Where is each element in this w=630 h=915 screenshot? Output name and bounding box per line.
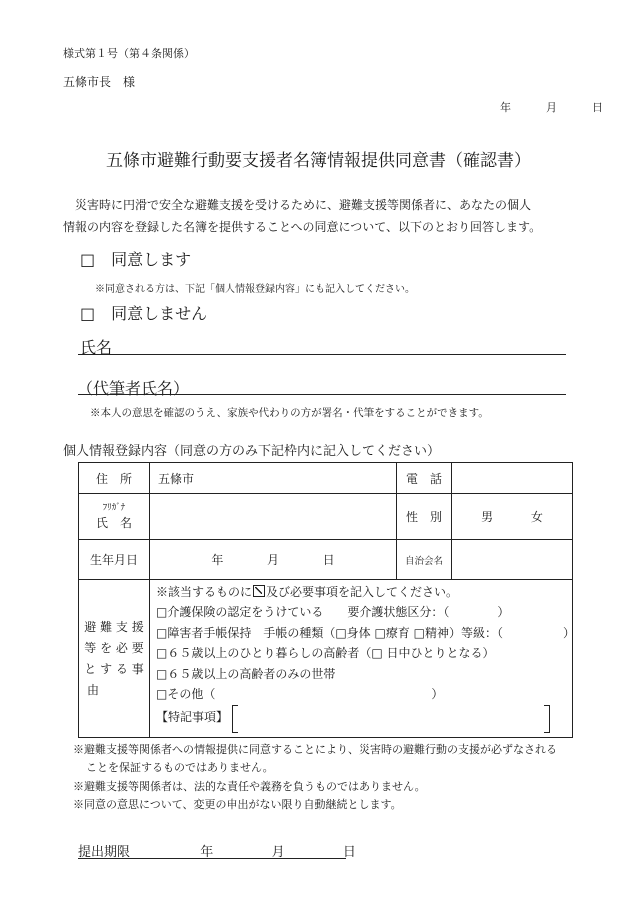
sex-male-option[interactable]: 男 [481,510,494,524]
agree-note: ※同意される方は、下記「個人情報登録内容」にも記入してください。 [95,284,415,295]
page-title: 五條市避難行動要支援者名簿情報提供同意書（確認書） [106,151,531,171]
phone-field[interactable] [452,463,573,494]
table-name-label: 氏 名 [95,515,132,530]
agree-option[interactable]: □ 同意します [80,250,192,269]
reason-label-line-4: 由 [87,682,100,697]
reason-label [79,580,150,738]
reason-options [150,580,573,738]
sex-label: 性 別 [397,494,452,540]
address-field[interactable]: 五條市 [150,463,397,494]
special-notes-label: 【特記事項】 [156,710,229,725]
footnote-1-line-1: ※避難支援等関係者への情報提供に同意することにより、災害時の避難行動の支援が必ずなされる [73,743,557,756]
reason-disability-handbook[interactable]: □障害者手帳保持 手帳の種類（□身体 □療育 □精神）等級：（ ） [156,625,575,640]
name-label: 氏名 [80,338,113,357]
signature-note: ※本人の意思を確認のうえ、家族や代わりの方が署名・代筆をすることができます。 [90,407,489,419]
association-label: 自治会名 [397,540,452,580]
reason-label-line-1: 避 難 支 援 [84,619,144,634]
reason-other[interactable]: □その他（ ） [156,686,444,701]
name-signature-line[interactable] [78,354,566,355]
registration-heading: 個人情報登録内容（同意の方のみ下記枠内に記入してください） [63,444,441,459]
footnote-3: ※同意の意思について、変更の申出がない限り自動継続とします。 [73,798,402,811]
name-label-cell [79,494,150,540]
address-label: 住 所 [79,463,150,494]
deadline-month: 月 [271,845,285,860]
sex-field [452,494,573,540]
checked-box-icon [253,585,265,597]
furigana-label: ﾌﾘｶﾞﾅ [102,502,126,513]
date-month: 月 [546,101,557,114]
addressee: 五條市長 様 [63,75,136,89]
reason-instruction: ※該当するものに 及び必要事項を記入してください。 [156,585,459,599]
birth-day-label: 日 [322,553,335,567]
date-year: 年 [500,101,511,114]
footnote-1-line-2: ことを保証するものではありません。 [86,761,274,774]
birth-month-label: 月 [266,553,279,567]
proxy-signature-line[interactable] [78,394,566,395]
birthdate-field[interactable] [150,540,397,580]
intro-line-2: 情報の内容を登録した名簿を提供することへの同意について、以下のとおり回答します。 [63,220,542,234]
reason-elderly-only-household[interactable]: □６５歳以上の高齢者のみの世帯 [156,666,336,681]
name-field[interactable] [150,494,397,540]
reason-label-line-2: 等 を 必 要 [84,640,144,655]
deadline-year: 年 [200,845,214,860]
footnote-2: ※避難支援等関係者は、法的な責任や義務を負うものではありません。 [73,780,426,793]
reason-care-insurance[interactable]: □介護保険の認定をうけている 要介護状態区分：（ ） [156,605,510,620]
date-line [500,99,603,115]
deadline-label: 提出期限 [78,845,131,860]
proxy-name-label: （代筆者氏名） [77,379,190,398]
sex-female-option[interactable]: 女 [530,510,543,524]
birth-year-label: 年 [211,553,224,567]
phone-label: 電 話 [397,463,452,494]
registration-table [78,462,573,738]
date-day: 日 [592,101,603,114]
association-field[interactable] [452,540,573,580]
reason-label-line-3: と す る 事 [84,661,144,676]
deadline-underline [78,858,346,859]
birthdate-label: 生年月日 [79,540,150,580]
special-notes-field[interactable] [232,705,550,731]
reason-elderly-alone[interactable]: □６５歳以上のひとり暮らしの高齢者（□ 日中ひとりとなる） [156,646,495,661]
intro-line-1: 災害時に円滑で安全な避難支援を受けるために、避難支援等関係者に、あなたの個人 [63,198,532,212]
form-number: 様式第１号（第４条関係） [63,47,195,60]
disagree-option[interactable]: □ 同意しません [80,304,208,323]
special-notes-row [156,704,572,734]
deadline-day: 日 [342,845,356,860]
